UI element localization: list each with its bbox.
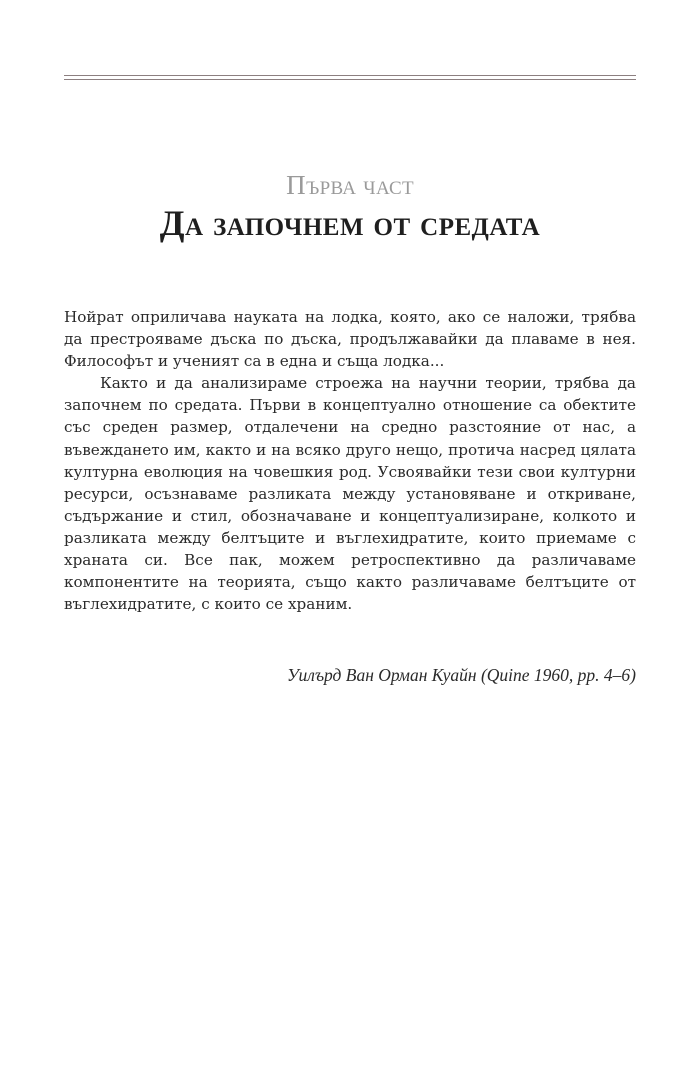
chapter-title: Да започнем от средата	[159, 203, 541, 243]
epigraph	[64, 306, 636, 615]
part-label: Първа част	[286, 170, 414, 200]
header-rule-top	[64, 75, 636, 76]
epigraph-paragraph: Както и да анализираме строежа на научни теории, трябва да започнем по средата. Първи в концептуално отношение са обектите със среден размер, отдалечени на средно разстояние от нас, а въвеждането им, както и на всяко друго нещо, протича насред цялата културна еволюция на човешкия род. Усвоявайки тези свои културни ресурси, осъзнаваме разликата между установяване и откриване, съдържание и стил, обозначаване и концептуализиране, колкото и разликата между белтъците и въглехидратите, които приемаме с храната си. Все пак, можем ретроспективно да различаваме компонентите на теорията, също както различаваме белтъците от въглехидратите, с които се храним.	[64, 374, 636, 614]
epigraph-attribution: Уилърд Ван Орман Куайн (Quine 1960, pp. 4–6)	[287, 665, 636, 685]
epigraph-paragraph: Нойрат оприличава науката на лодка, която, ако се наложи, трябва да престрояваме дъска по дъска, продължавайки да плаваме в нея. Философът и ученият са в една и съща лодка...	[64, 308, 636, 371]
header-rule-bottom	[64, 79, 636, 80]
